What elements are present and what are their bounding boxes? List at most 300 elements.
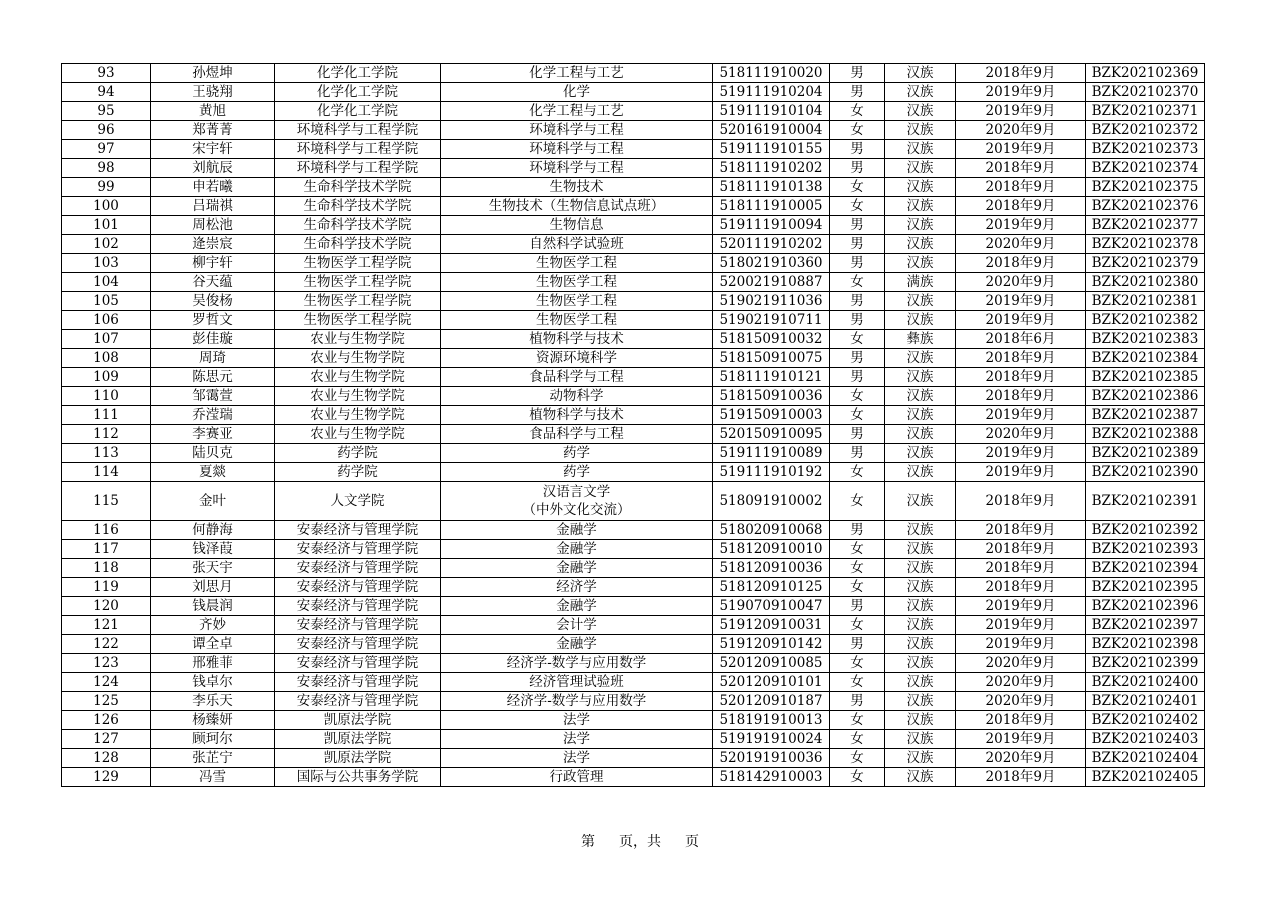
row-number: 109	[62, 368, 151, 387]
student-name: 金叶	[151, 482, 275, 521]
student-id: 520191910036	[713, 749, 830, 768]
enrollment-date: 2018年9月	[956, 578, 1086, 597]
table-row	[62, 578, 1205, 597]
row-number: 120	[62, 597, 151, 616]
certificate-number: BZK202102392	[1086, 521, 1205, 540]
ethnicity: 汉族	[885, 730, 956, 749]
ethnicity: 汉族	[885, 692, 956, 711]
college-name: 环境科学与工程学院	[275, 140, 441, 159]
gender: 男	[830, 692, 885, 711]
student-id: 519111910089	[713, 444, 830, 463]
certificate-number: BZK202102395	[1086, 578, 1205, 597]
college-name: 农业与生物学院	[275, 368, 441, 387]
college-name: 生命科学技术学院	[275, 216, 441, 235]
enrollment-date: 2018年9月	[956, 197, 1086, 216]
enrollment-date: 2018年9月	[956, 254, 1086, 273]
row-number: 110	[62, 387, 151, 406]
gender: 女	[830, 482, 885, 521]
gender: 男	[830, 254, 885, 273]
certificate-number: BZK202102403	[1086, 730, 1205, 749]
gender: 女	[830, 178, 885, 197]
enrollment-date: 2019年9月	[956, 616, 1086, 635]
page-footer	[0, 831, 1280, 851]
enrollment-date: 2020年9月	[956, 654, 1086, 673]
student-id: 518021910360	[713, 254, 830, 273]
major-line-1: 汉语言文学	[542, 484, 611, 500]
enrollment-date: 2020年9月	[956, 273, 1086, 292]
student-name: 邢雅菲	[151, 654, 275, 673]
table-row	[62, 159, 1205, 178]
college-name: 化学化工学院	[275, 102, 441, 121]
gender: 女	[830, 197, 885, 216]
college-name: 凯原法学院	[275, 749, 441, 768]
row-number: 118	[62, 559, 151, 578]
certificate-number: BZK202102398	[1086, 635, 1205, 654]
table-row	[62, 597, 1205, 616]
certificate-number: BZK202102396	[1086, 597, 1205, 616]
major-name: 法学	[441, 730, 713, 749]
row-number: 127	[62, 730, 151, 749]
college-name: 环境科学与工程学院	[275, 159, 441, 178]
student-id: 519150910003	[713, 406, 830, 425]
ethnicity: 汉族	[885, 406, 956, 425]
major-name: 食品科学与工程	[441, 368, 713, 387]
enrollment-date: 2018年9月	[956, 349, 1086, 368]
major-name: 生物信息	[441, 216, 713, 235]
enrollment-date: 2020年9月	[956, 121, 1086, 140]
major-name: 环境科学与工程	[441, 140, 713, 159]
enrollment-date: 2019年9月	[956, 444, 1086, 463]
college-name: 化学化工学院	[275, 64, 441, 83]
certificate-number: BZK202102378	[1086, 235, 1205, 254]
gender: 女	[830, 463, 885, 482]
gender: 男	[830, 597, 885, 616]
student-id: 518111910138	[713, 178, 830, 197]
table-row	[62, 254, 1205, 273]
major-name: 环境科学与工程	[441, 121, 713, 140]
ethnicity: 汉族	[885, 387, 956, 406]
student-id: 518120910010	[713, 540, 830, 559]
certificate-number: BZK202102405	[1086, 768, 1205, 787]
major-name: 法学	[441, 749, 713, 768]
major-name: 生物技术	[441, 178, 713, 197]
ethnicity: 汉族	[885, 254, 956, 273]
ethnicity: 汉族	[885, 349, 956, 368]
table-row	[62, 330, 1205, 349]
gender: 女	[830, 540, 885, 559]
enrollment-date: 2020年9月	[956, 235, 1086, 254]
gender: 男	[830, 216, 885, 235]
row-number: 113	[62, 444, 151, 463]
major-name: 动物科学	[441, 387, 713, 406]
table-row	[62, 406, 1205, 425]
gender: 男	[830, 425, 885, 444]
table-row	[62, 711, 1205, 730]
student-id: 518191910013	[713, 711, 830, 730]
gender: 女	[830, 730, 885, 749]
enrollment-date: 2018年9月	[956, 711, 1086, 730]
student-id: 520120910187	[713, 692, 830, 711]
gender: 女	[830, 406, 885, 425]
ethnicity: 汉族	[885, 292, 956, 311]
student-id: 518150910075	[713, 349, 830, 368]
row-number: 106	[62, 311, 151, 330]
row-number: 94	[62, 83, 151, 102]
enrollment-date: 2018年9月	[956, 159, 1086, 178]
college-name: 安泰经济与管理学院	[275, 692, 441, 711]
table-row	[62, 616, 1205, 635]
ethnicity: 汉族	[885, 711, 956, 730]
student-name: 柳宇轩	[151, 254, 275, 273]
certificate-number: BZK202102373	[1086, 140, 1205, 159]
college-name: 生命科学技术学院	[275, 197, 441, 216]
row-number: 123	[62, 654, 151, 673]
enrollment-date: 2018年9月	[956, 540, 1086, 559]
major-name: 经济管理试验班	[441, 673, 713, 692]
student-name: 吴俊杨	[151, 292, 275, 311]
college-name: 生命科学技术学院	[275, 178, 441, 197]
ethnicity: 汉族	[885, 597, 956, 616]
enrollment-date: 2018年9月	[956, 482, 1086, 521]
row-number: 104	[62, 273, 151, 292]
ethnicity: 汉族	[885, 311, 956, 330]
row-number: 122	[62, 635, 151, 654]
student-id: 518111910020	[713, 64, 830, 83]
gender: 女	[830, 673, 885, 692]
table-row	[62, 216, 1205, 235]
student-name: 黄旭	[151, 102, 275, 121]
certificate-number: BZK202102369	[1086, 64, 1205, 83]
table-row	[62, 140, 1205, 159]
certificate-number: BZK202102404	[1086, 749, 1205, 768]
certificate-number: BZK202102386	[1086, 387, 1205, 406]
certificate-number: BZK202102400	[1086, 673, 1205, 692]
enrollment-date: 2020年9月	[956, 692, 1086, 711]
ethnicity: 汉族	[885, 559, 956, 578]
student-id: 518111910121	[713, 368, 830, 387]
enrollment-date: 2019年9月	[956, 292, 1086, 311]
ethnicity: 汉族	[885, 102, 956, 121]
ethnicity: 汉族	[885, 83, 956, 102]
college-name: 安泰经济与管理学院	[275, 673, 441, 692]
certificate-number: BZK202102375	[1086, 178, 1205, 197]
major-name: 行政管理	[441, 768, 713, 787]
major-name: 生物医学工程	[441, 311, 713, 330]
row-number: 115	[62, 482, 151, 521]
student-id: 519111910094	[713, 216, 830, 235]
table-row	[62, 235, 1205, 254]
ethnicity: 汉族	[885, 616, 956, 635]
major-name: 植物科学与技术	[441, 330, 713, 349]
student-name: 陆贝克	[151, 444, 275, 463]
gender: 男	[830, 521, 885, 540]
enrollment-date: 2018年9月	[956, 178, 1086, 197]
certificate-number: BZK202102384	[1086, 349, 1205, 368]
major-name: 会计学	[441, 616, 713, 635]
student-name: 谷天蕴	[151, 273, 275, 292]
college-name: 生物医学工程学院	[275, 311, 441, 330]
table-row	[62, 521, 1205, 540]
gender: 女	[830, 387, 885, 406]
table-row	[62, 482, 1205, 521]
college-name: 药学院	[275, 463, 441, 482]
student-id: 518120910036	[713, 559, 830, 578]
enrollment-date: 2018年9月	[956, 387, 1086, 406]
student-name: 申若曦	[151, 178, 275, 197]
enrollment-date: 2018年9月	[956, 521, 1086, 540]
college-name: 生命科学技术学院	[275, 235, 441, 254]
college-name: 生物医学工程学院	[275, 292, 441, 311]
student-name: 逄崇宸	[151, 235, 275, 254]
certificate-number: BZK202102389	[1086, 444, 1205, 463]
student-name: 彭佳璇	[151, 330, 275, 349]
enrollment-date: 2018年9月	[956, 64, 1086, 83]
ethnicity: 汉族	[885, 64, 956, 83]
ethnicity: 汉族	[885, 197, 956, 216]
student-id: 520120910085	[713, 654, 830, 673]
college-name: 安泰经济与管理学院	[275, 597, 441, 616]
ethnicity: 汉族	[885, 444, 956, 463]
college-name: 农业与生物学院	[275, 406, 441, 425]
college-name: 生物医学工程学院	[275, 273, 441, 292]
row-number: 128	[62, 749, 151, 768]
ethnicity: 汉族	[885, 635, 956, 654]
gender: 男	[830, 83, 885, 102]
college-name: 药学院	[275, 444, 441, 463]
college-name: 农业与生物学院	[275, 330, 441, 349]
major-name	[441, 482, 713, 521]
footer-page-unit: 页，共	[619, 834, 661, 850]
gender: 女	[830, 768, 885, 787]
college-name: 安泰经济与管理学院	[275, 521, 441, 540]
college-name: 环境科学与工程学院	[275, 121, 441, 140]
footer-page-label: 第	[581, 834, 595, 850]
gender: 男	[830, 64, 885, 83]
college-name: 安泰经济与管理学院	[275, 635, 441, 654]
enrollment-date: 2019年9月	[956, 83, 1086, 102]
gender: 女	[830, 616, 885, 635]
ethnicity: 汉族	[885, 235, 956, 254]
major-name: 化学工程与工艺	[441, 102, 713, 121]
row-number: 116	[62, 521, 151, 540]
enrollment-date: 2019年9月	[956, 406, 1086, 425]
row-number: 112	[62, 425, 151, 444]
student-id: 520111910202	[713, 235, 830, 254]
student-id: 518142910003	[713, 768, 830, 787]
row-number: 108	[62, 349, 151, 368]
student-name: 谭全卓	[151, 635, 275, 654]
enrollment-date: 2019年9月	[956, 635, 1086, 654]
student-id: 519021910711	[713, 311, 830, 330]
student-id: 518111910202	[713, 159, 830, 178]
college-name: 凯原法学院	[275, 730, 441, 749]
certificate-number: BZK202102394	[1086, 559, 1205, 578]
ethnicity: 汉族	[885, 140, 956, 159]
table-row	[62, 463, 1205, 482]
enrollment-date: 2019年9月	[956, 597, 1086, 616]
student-id: 520161910004	[713, 121, 830, 140]
student-id: 519120910142	[713, 635, 830, 654]
table-row	[62, 540, 1205, 559]
certificate-number: BZK202102397	[1086, 616, 1205, 635]
student-id: 518150910036	[713, 387, 830, 406]
certificate-number: BZK202102387	[1086, 406, 1205, 425]
certificate-number: BZK202102372	[1086, 121, 1205, 140]
enrollment-date: 2018年9月	[956, 768, 1086, 787]
student-name: 冯雪	[151, 768, 275, 787]
major-line-2: （中外文化交流）	[522, 502, 631, 518]
table-row	[62, 425, 1205, 444]
student-name: 齐妙	[151, 616, 275, 635]
row-number: 98	[62, 159, 151, 178]
college-name: 安泰经济与管理学院	[275, 540, 441, 559]
enrollment-date: 2018年9月	[956, 368, 1086, 387]
certificate-number: BZK202102371	[1086, 102, 1205, 121]
row-number: 111	[62, 406, 151, 425]
table-row	[62, 635, 1205, 654]
row-number: 97	[62, 140, 151, 159]
student-name: 周琦	[151, 349, 275, 368]
enrollment-date: 2020年9月	[956, 425, 1086, 444]
student-name: 钱泽葭	[151, 540, 275, 559]
student-name: 乔滢瑞	[151, 406, 275, 425]
certificate-number: BZK202102401	[1086, 692, 1205, 711]
certificate-number: BZK202102399	[1086, 654, 1205, 673]
student-id: 519111910104	[713, 102, 830, 121]
table-row	[62, 749, 1205, 768]
student-id: 519120910031	[713, 616, 830, 635]
student-name: 张天宇	[151, 559, 275, 578]
college-name: 化学化工学院	[275, 83, 441, 102]
student-id: 519111910204	[713, 83, 830, 102]
table-row	[62, 83, 1205, 102]
major-name: 生物医学工程	[441, 254, 713, 273]
student-id: 518091910002	[713, 482, 830, 521]
row-number: 93	[62, 64, 151, 83]
student-name: 钱卓尔	[151, 673, 275, 692]
student-id: 520021910887	[713, 273, 830, 292]
major-name: 生物医学工程	[441, 273, 713, 292]
certificate-number: BZK202102402	[1086, 711, 1205, 730]
ethnicity: 汉族	[885, 768, 956, 787]
major-name: 经济学-数学与应用数学	[441, 692, 713, 711]
gender: 男	[830, 349, 885, 368]
gender: 女	[830, 102, 885, 121]
enrollment-date: 2019年9月	[956, 102, 1086, 121]
row-number: 99	[62, 178, 151, 197]
major-name: 生物技术（生物信息试点班）	[441, 197, 713, 216]
student-name: 张芷宁	[151, 749, 275, 768]
ethnicity: 汉族	[885, 578, 956, 597]
major-name: 资源环境科学	[441, 349, 713, 368]
ethnicity: 汉族	[885, 749, 956, 768]
enrollment-date: 2019年9月	[956, 216, 1086, 235]
college-name: 安泰经济与管理学院	[275, 654, 441, 673]
certificate-number: BZK202102388	[1086, 425, 1205, 444]
row-number: 96	[62, 121, 151, 140]
row-number: 102	[62, 235, 151, 254]
enrollment-date: 2019年9月	[956, 311, 1086, 330]
student-name: 陈思元	[151, 368, 275, 387]
enrollment-date: 2018年6月	[956, 330, 1086, 349]
gender: 男	[830, 159, 885, 178]
table-row	[62, 102, 1205, 121]
footer-total-unit: 页	[685, 834, 699, 850]
student-id: 519021911036	[713, 292, 830, 311]
major-name: 自然科学试验班	[441, 235, 713, 254]
gender: 男	[830, 635, 885, 654]
certificate-number: BZK202102385	[1086, 368, 1205, 387]
ethnicity: 汉族	[885, 482, 956, 521]
certificate-number: BZK202102393	[1086, 540, 1205, 559]
row-number: 124	[62, 673, 151, 692]
ethnicity: 汉族	[885, 654, 956, 673]
major-name: 食品科学与工程	[441, 425, 713, 444]
table-row	[62, 368, 1205, 387]
student-id: 520120910101	[713, 673, 830, 692]
college-name: 安泰经济与管理学院	[275, 559, 441, 578]
student-table	[61, 63, 1205, 787]
student-name: 罗哲文	[151, 311, 275, 330]
enrollment-date: 2018年9月	[956, 559, 1086, 578]
certificate-number: BZK202102381	[1086, 292, 1205, 311]
student-name: 王骁翔	[151, 83, 275, 102]
major-name: 环境科学与工程	[441, 159, 713, 178]
college-name: 农业与生物学院	[275, 387, 441, 406]
student-name: 何静海	[151, 521, 275, 540]
student-id: 518020910068	[713, 521, 830, 540]
table-row	[62, 654, 1205, 673]
enrollment-date: 2019年9月	[956, 140, 1086, 159]
row-number: 100	[62, 197, 151, 216]
major-name: 法学	[441, 711, 713, 730]
gender: 女	[830, 711, 885, 730]
table-row	[62, 292, 1205, 311]
table-row	[62, 768, 1205, 787]
major-name: 生物医学工程	[441, 292, 713, 311]
gender: 女	[830, 273, 885, 292]
college-name: 人文学院	[275, 482, 441, 521]
table-row	[62, 311, 1205, 330]
student-name: 周松池	[151, 216, 275, 235]
major-name: 化学	[441, 83, 713, 102]
ethnicity: 彝族	[885, 330, 956, 349]
certificate-number: BZK202102376	[1086, 197, 1205, 216]
certificate-number: BZK202102370	[1086, 83, 1205, 102]
ethnicity: 汉族	[885, 368, 956, 387]
major-name: 药学	[441, 444, 713, 463]
table-row	[62, 559, 1205, 578]
row-number: 107	[62, 330, 151, 349]
major-name: 金融学	[441, 597, 713, 616]
major-name: 药学	[441, 463, 713, 482]
gender: 男	[830, 235, 885, 254]
gender: 女	[830, 121, 885, 140]
row-number: 101	[62, 216, 151, 235]
student-name: 顾珂尔	[151, 730, 275, 749]
major-name: 化学工程与工艺	[441, 64, 713, 83]
table-row	[62, 349, 1205, 368]
table-row	[62, 730, 1205, 749]
gender: 女	[830, 654, 885, 673]
table-row	[62, 178, 1205, 197]
table-row	[62, 444, 1205, 463]
gender: 男	[830, 140, 885, 159]
ethnicity: 汉族	[885, 463, 956, 482]
student-id: 518111910005	[713, 197, 830, 216]
row-number: 126	[62, 711, 151, 730]
enrollment-date: 2019年9月	[956, 730, 1086, 749]
